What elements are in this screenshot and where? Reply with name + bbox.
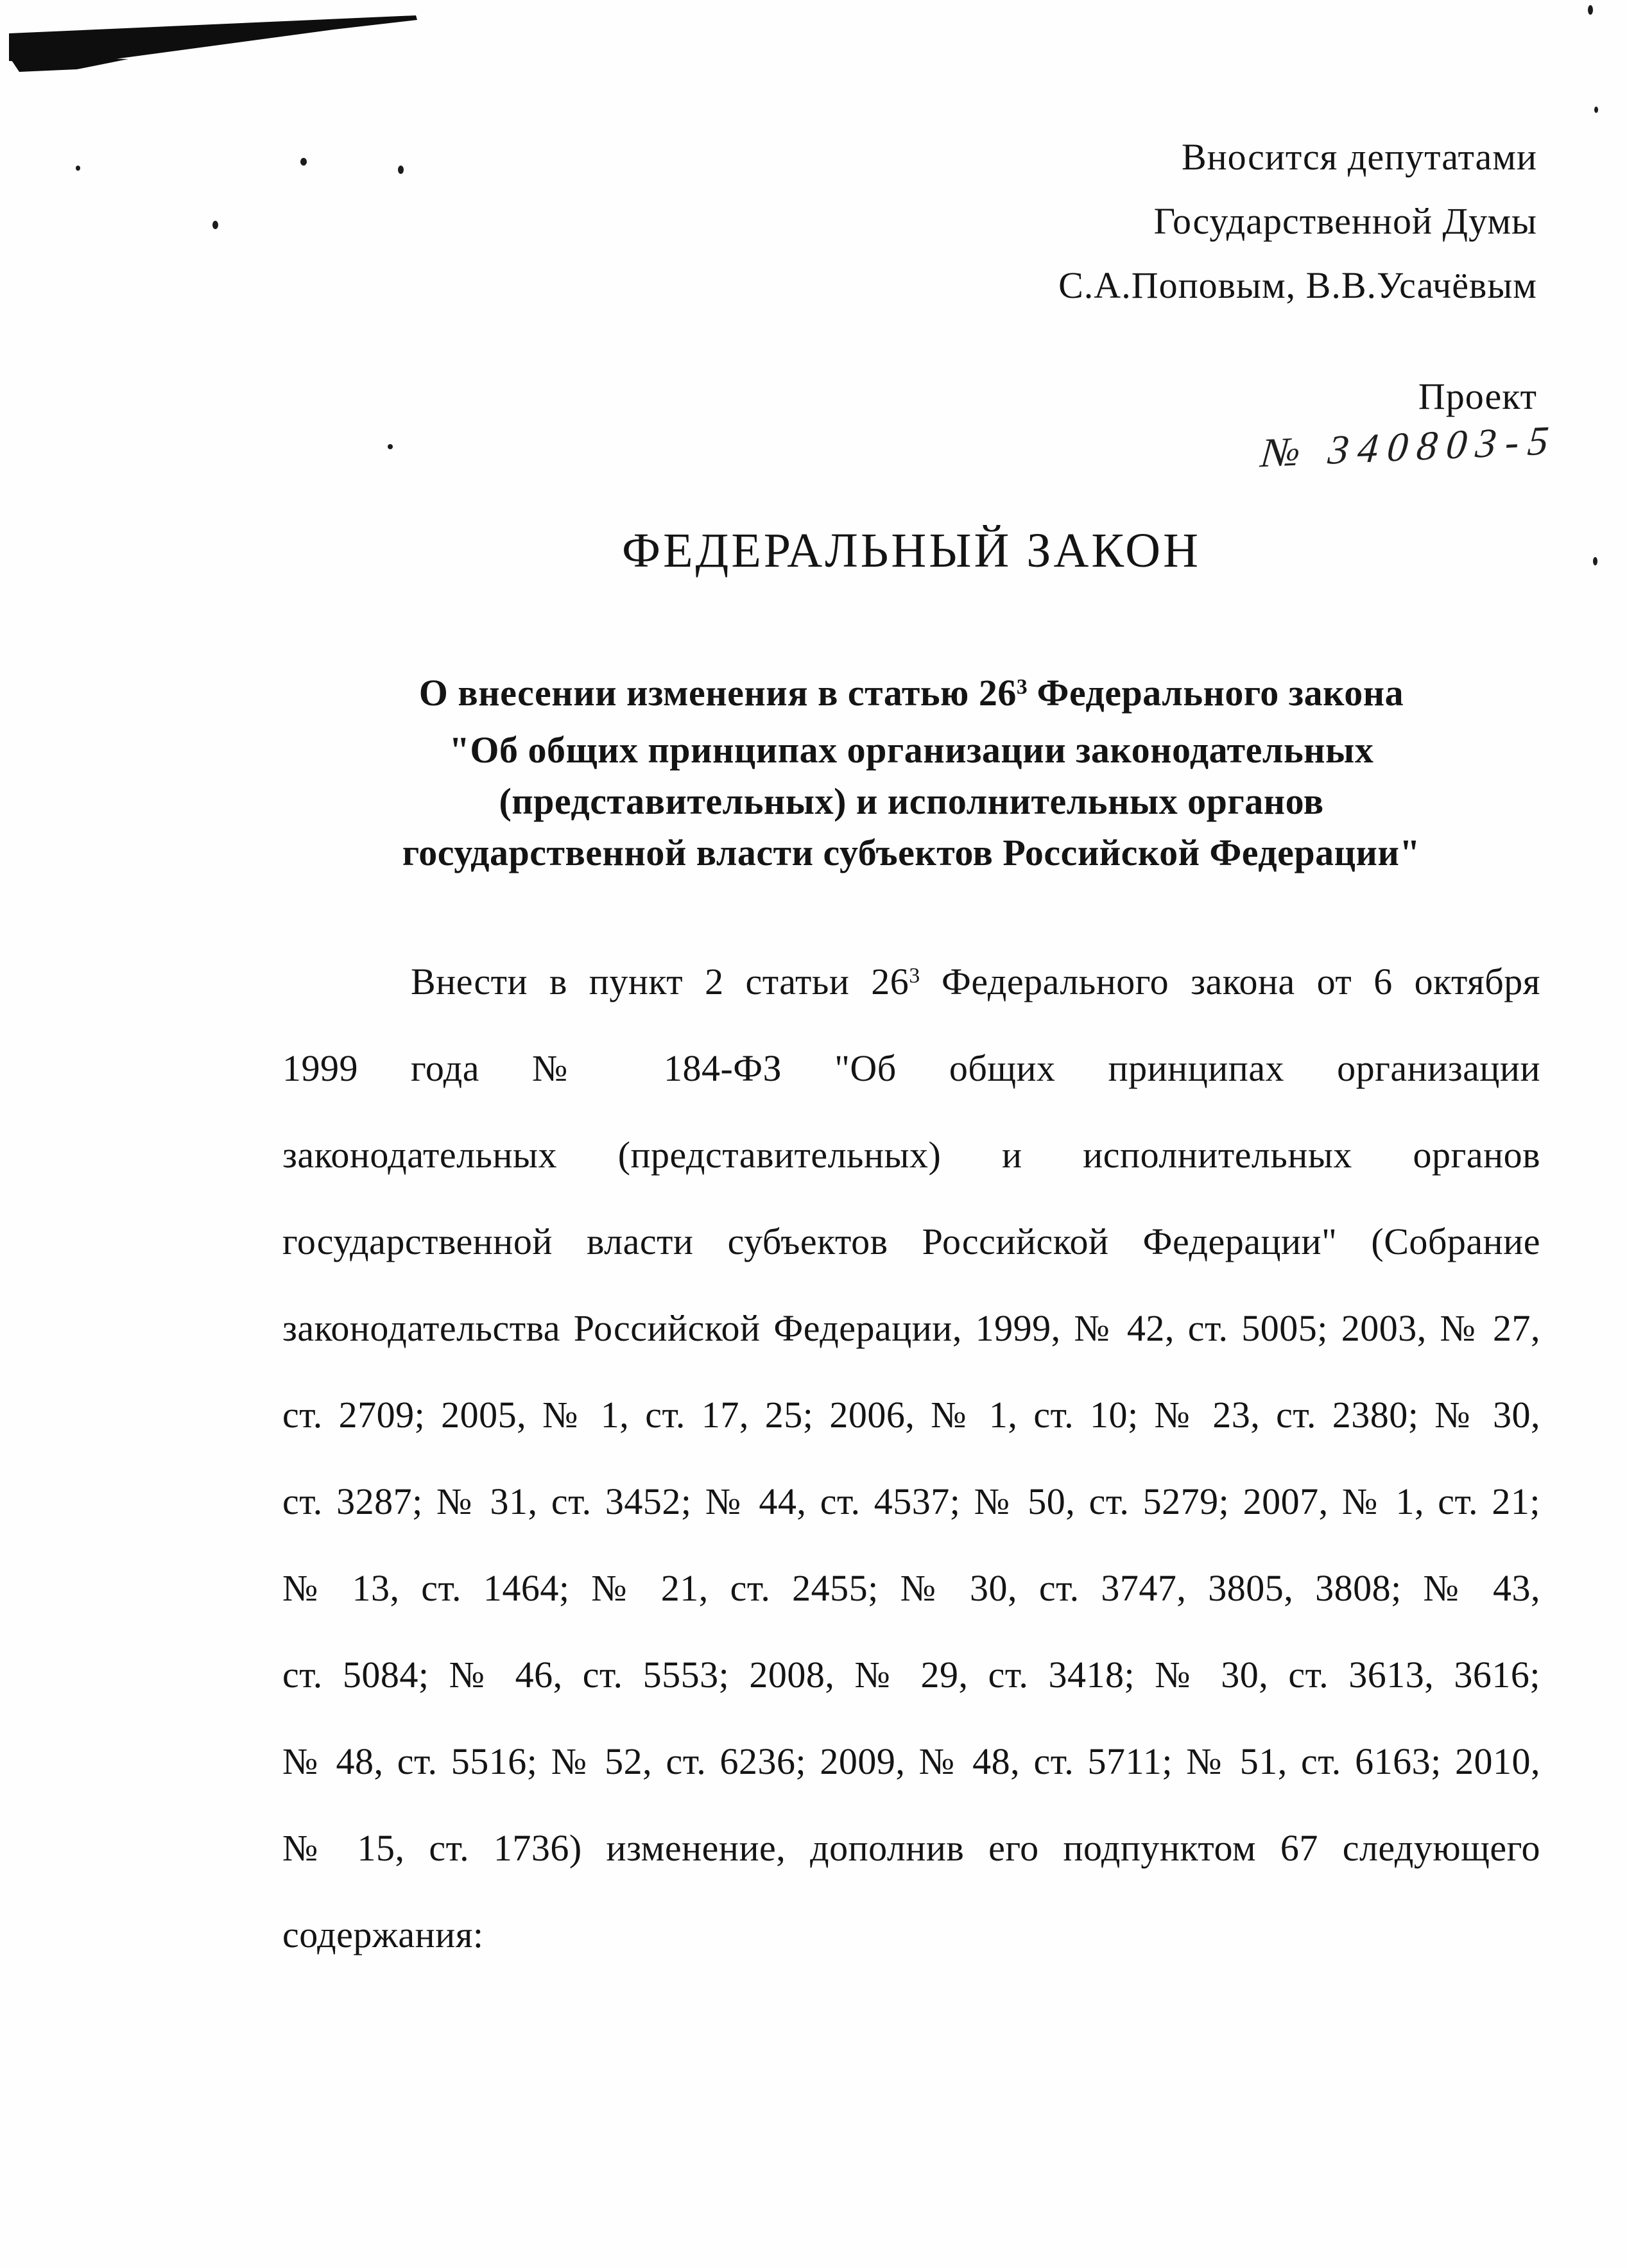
- subtitle-line: [282, 725, 1540, 776]
- superscript-digit: 3: [909, 963, 920, 988]
- text-segment: законодательства Российской Федерации, 1999, № 42, ст. 5005; 2003, № 27,: [282, 1307, 1540, 1349]
- body-line: [282, 1112, 1540, 1198]
- text-segment: Федерального закона от 6 октября: [920, 961, 1540, 1002]
- law-subtitle: [282, 667, 1540, 879]
- submitted-by-block: [1058, 125, 1537, 318]
- superscript-digit: 3: [1016, 674, 1028, 699]
- draft-label: Проект: [1418, 375, 1537, 417]
- text-segment: № 13, ст. 1464; № 21, ст. 2455; № 30, ст. 3747, 3805, 3808; № 43,: [282, 1567, 1540, 1609]
- submitted-by-line: Государственной Думы: [1153, 200, 1537, 242]
- text-segment: № 15, ст. 1736) изменение, дополнив его подпунктом 67 следующего: [282, 1827, 1540, 1869]
- text-segment: 1999 года № 184-ФЗ "Об общих принципах организации: [282, 1047, 1540, 1089]
- subtitle-line: [282, 827, 1540, 879]
- text-segment: ст. 2709; 2005, № 1, ст. 17, 25; 2006, № 1, ст. 10; № 23, ст. 2380; № 30,: [282, 1394, 1540, 1436]
- scan-artifact-line: [0, 0, 449, 90]
- text-segment: государственной власти субъектов Российской Федерации": [402, 832, 1421, 873]
- body-line: [282, 1545, 1540, 1631]
- body-line: [282, 1198, 1540, 1285]
- scan-speck: [212, 221, 218, 229]
- scan-speck: [76, 166, 80, 171]
- body-line: [282, 1805, 1540, 1891]
- subtitle-line: [282, 667, 1540, 725]
- handwritten-bill-number: № 340803-5: [1259, 417, 1560, 476]
- scan-speck: [388, 444, 393, 449]
- law-body-paragraph: [282, 938, 1540, 1978]
- body-line: [282, 938, 1540, 1025]
- scan-speck: [300, 158, 307, 166]
- text-segment: государственной власти субъектов Российской Федерации" (Собрание: [282, 1221, 1540, 1262]
- submitted-by-line: С.А.Поповым, В.В.Усачёвым: [1058, 264, 1537, 306]
- text-segment: Федерального закона: [1027, 672, 1404, 714]
- law-title: ФЕДЕРАЛЬНЫЙ ЗАКОН: [622, 524, 1201, 578]
- body-line: [282, 1718, 1540, 1805]
- text-segment: содержания:: [282, 1914, 484, 1955]
- text-segment: Внести в пункт 2 статьи 26: [411, 961, 909, 1002]
- body-line: [282, 1631, 1540, 1718]
- body-line: [282, 1371, 1540, 1458]
- body-line: [282, 1458, 1540, 1545]
- text-segment: ст. 3287; № 31, ст. 3452; № 44, ст. 4537; № 50, ст. 5279; 2007, № 1, ст. 21;: [282, 1481, 1540, 1522]
- scan-speck: [1593, 557, 1597, 565]
- text-segment: "Об общих принципах организации законодательных: [449, 729, 1374, 771]
- scan-speck: [398, 166, 404, 174]
- scan-speck: [1588, 5, 1593, 15]
- text-segment: ст. 5084; № 46, ст. 5553; 2008, № 29, ст. 3418; № 30, ст. 3613, 3616;: [282, 1654, 1540, 1696]
- scan-speck: [1594, 107, 1598, 113]
- body-line: [282, 1285, 1540, 1371]
- body-line: [282, 1025, 1540, 1112]
- text-segment: (представительных) и исполнительных органов: [499, 780, 1324, 822]
- text-segment: законодательных (представительных) и исполнительных органов: [282, 1134, 1540, 1176]
- subtitle-line: [282, 776, 1540, 827]
- text-segment: № 48, ст. 5516; № 52, ст. 6236; 2009, № 48, ст. 5711; № 51, ст. 6163; 2010,: [282, 1740, 1540, 1782]
- submitted-by-line: Вносится депутатами: [1181, 136, 1537, 178]
- text-segment: О внесении изменения в статью 26: [418, 672, 1017, 714]
- body-line: [282, 1891, 1540, 1978]
